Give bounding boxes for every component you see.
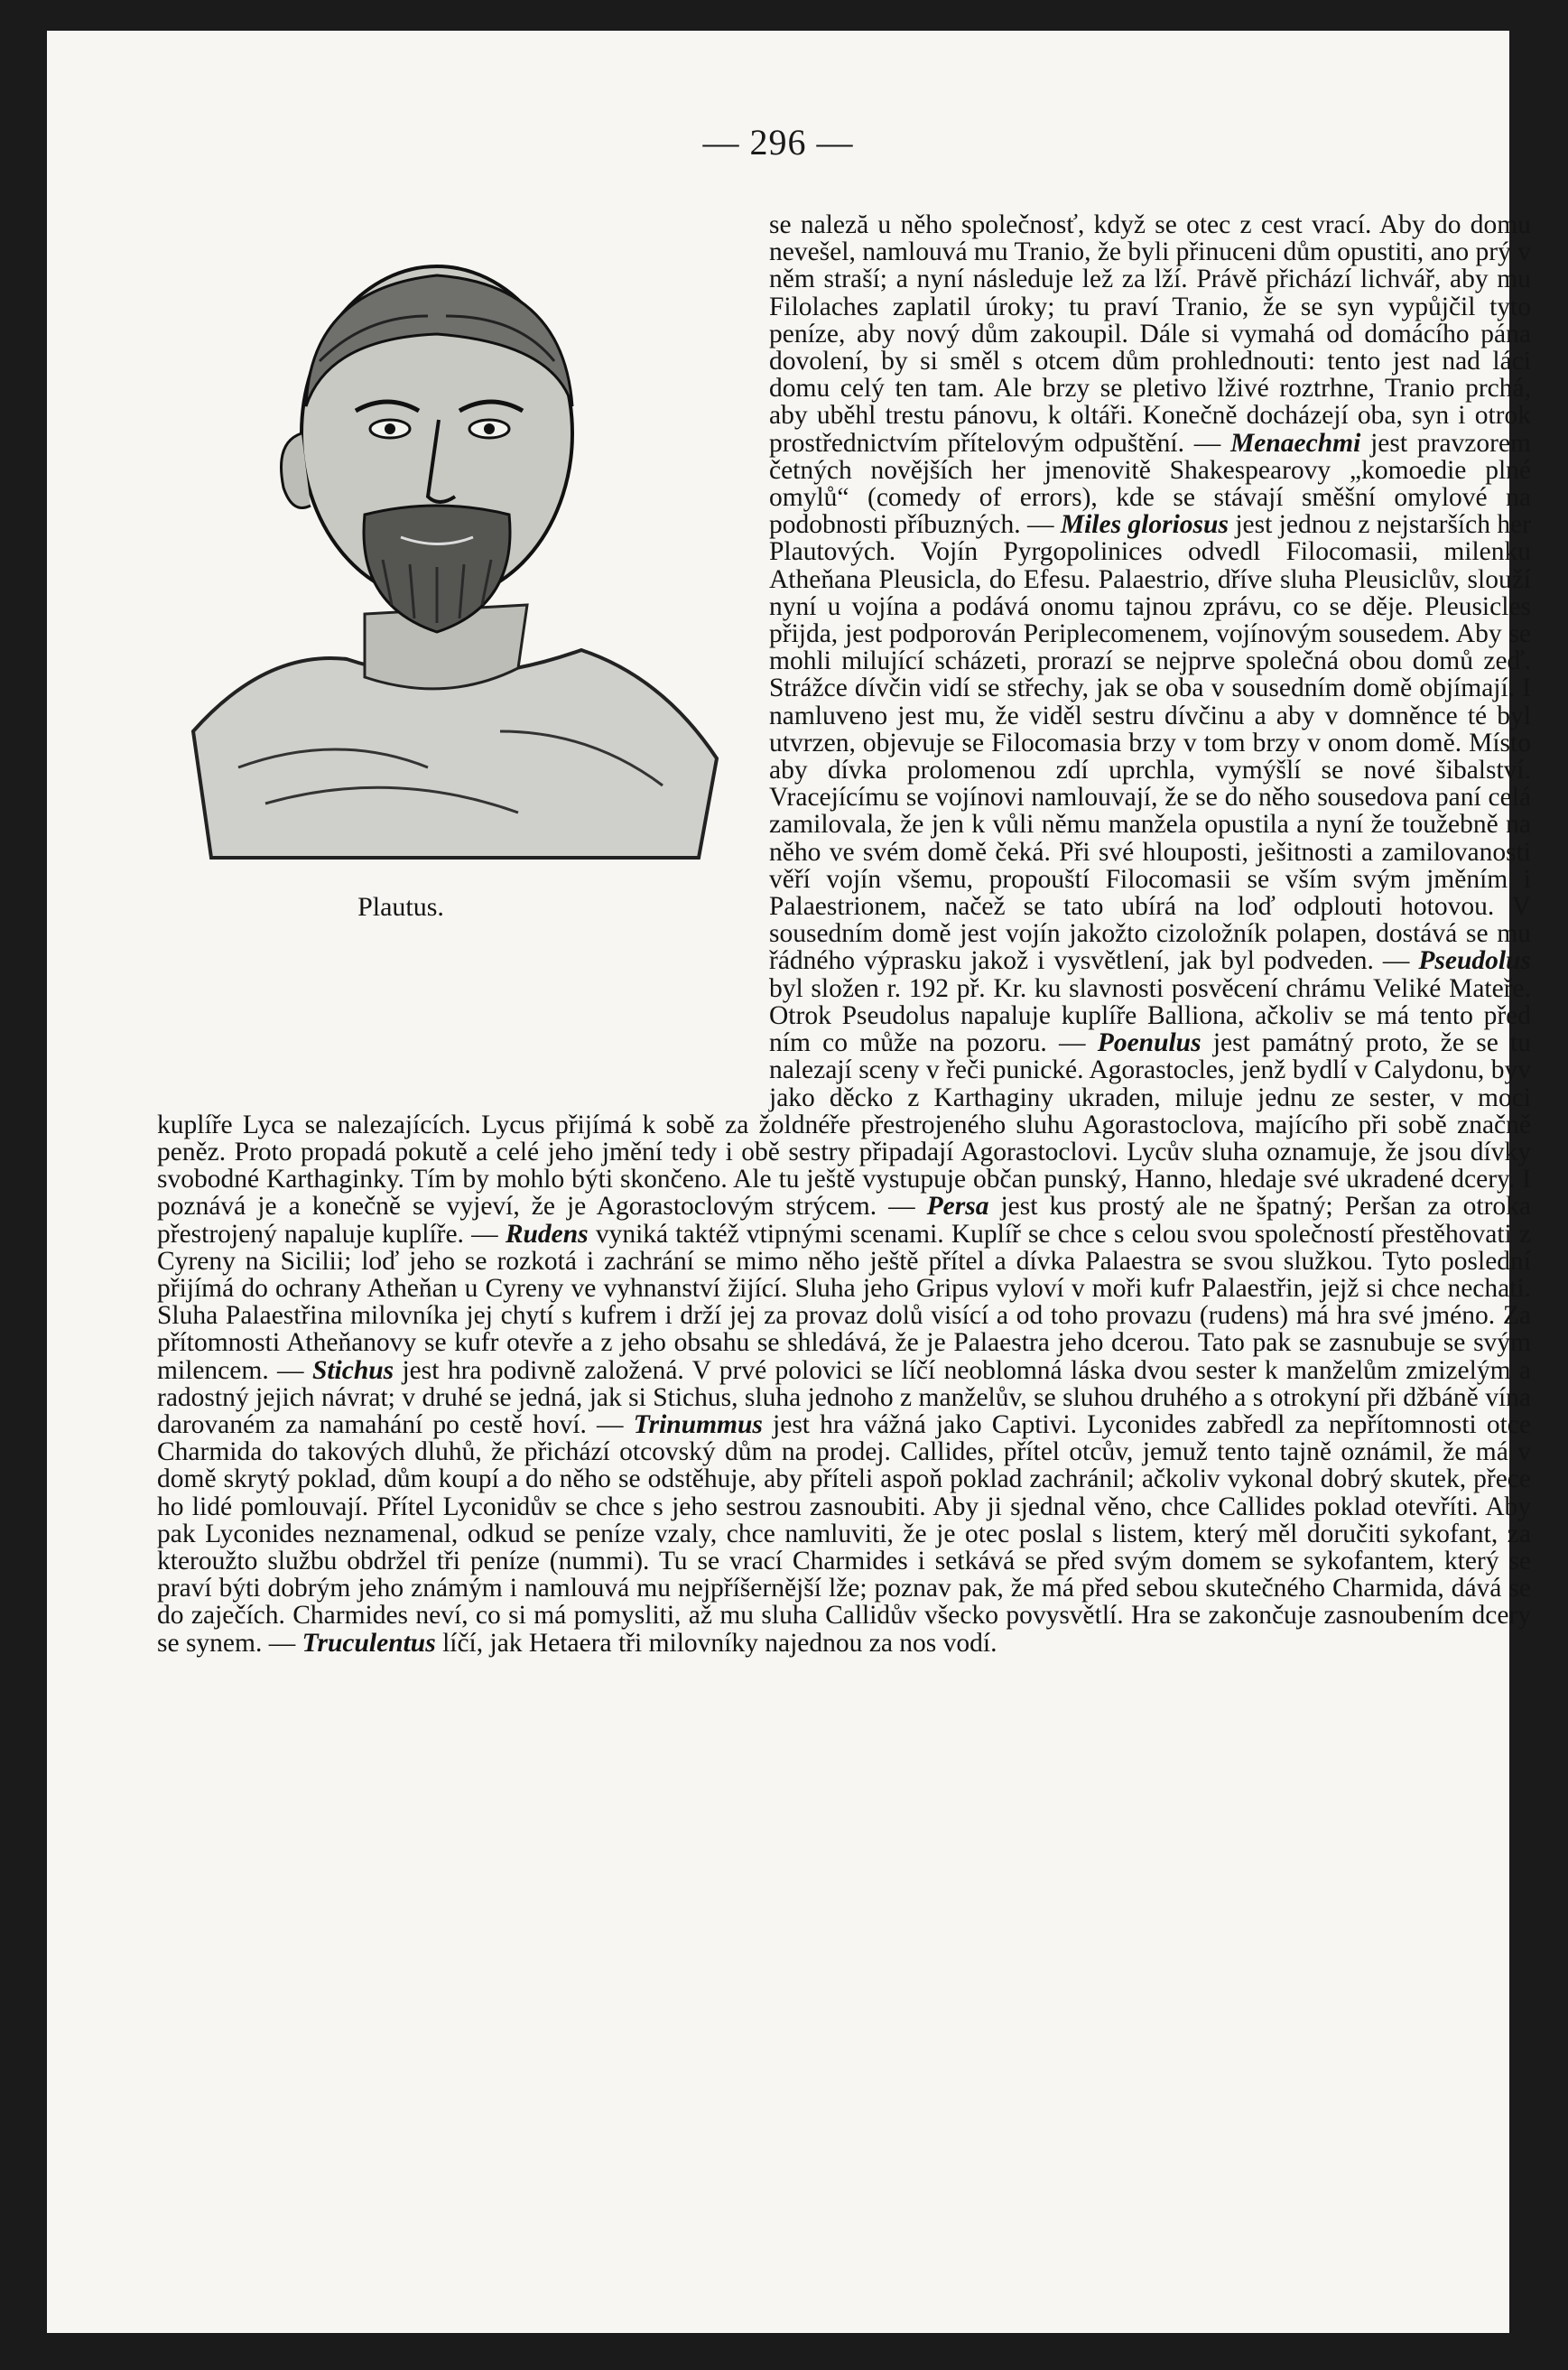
text-segment: jest pravzorem četných novějších her jmenovitě Shakespearovy „komoedie plné omylů“ (comedy of errors), kde se stávají směšní omylové na podobnosti příbuzných. — xyxy=(769,428,1532,540)
title-rudens: Rudens xyxy=(505,1219,589,1249)
figure xyxy=(157,217,744,1111)
title-truculentus: Truculentus xyxy=(302,1628,436,1658)
text-segment: jest jednou z nejstarších her Plautových. Vojín Pyrgopolinices odvedl Filocomasii, milenku Atheňana Pleusicla, do Efesu. Palaestrio, dříve sluha Pleusiclův, slouží nyní u vojína a podává onomu tajnou zprávu, co se děje. Pleusicles přijda, jest podporován Periplecomenem, vojínovým sousedem. Aby se mohli milující scházeti, prorazí se nejprve společná obou domů zeď. Strážce dívčin vidí se střechy, jak se oba v sousedním domě objímají. I namluveno jest mu, že viděl sestru dívčinu a aby v domněnce té byl utvrzen, objevuje se Filocomasia brzy v tom brzy v onom domě. Místo aby dívka prolomenou zdí uprchla, vymýšlí se nové šibalství. Vracejícímu se vojínovi namlouvají, že se do něho sousedova paní celá zamilovala, že jen k vůli němu manžela opustila a nyní že toužebně na něho ve svém domě čeká. Při své hlouposti, ješitnosti a zamilovanosti věří vojín všemu, propouští Filocomasii se vším svým jměním i Palaestrionem, načež se tato ubírá na loď odplouti hotovou. V sousedním domě jest vojín jakožto cizoložník polapen, dostává se mu řádného výprasku jakož i vysvětlení, jak byl podveden. — xyxy=(769,510,1532,976)
plautus-portrait xyxy=(157,226,744,858)
text-segment: jest kus prostý ale ne špatný; Peršan za otroka přestrojený napaluje kuplíře. — xyxy=(157,1192,1532,1249)
title-trinummus: Trinummus xyxy=(633,1409,763,1439)
title-miles-gloriosus: Miles gloriosus xyxy=(1060,510,1229,540)
text-segment: se naleză u něho společnosť, když se otec z cest vrací. Aby do domu nevešel, namlouvá mu Tranio, že byli přinuceni dům opustiti, ano prý v něm straší; a nyní následuje lež za lží. Právě přichází lichvář, aby mu Filolaches zaplatil úroky; tu praví Tranio, že se syn vypůjčil tyto peníze, aby nový dům zakoupil. Dále si vymahá od domácího pána dovolení, by si směl s otcem dům prohlednouti: tento jest nad láci domu celý ten tam. Ale brzy se pletivo lživé roztrhne, Tranio prchá, aby uběhl trestu pánovu, k oltáři. Konečně docházejí oba, syn i otrok prostřednictvím přítelovým odpuštění. — xyxy=(769,210,1531,458)
body-text xyxy=(157,211,1531,1657)
page-number: — 296 — xyxy=(702,122,854,163)
book-page xyxy=(47,31,1532,2333)
text-segment: jest hra podivně založená. V prvé polovici se líčí neoblomná láska dvou sester k manželům zmizelým a radostný jejich návrat; v druhé se jedná, jak si Stichus, sluha jednoho z manželův, se sluhou druhého a s otrokyní při džbáně vína darovaném za namahání po cestě hoví. — xyxy=(157,1355,1531,1439)
title-stichus: Stichus xyxy=(311,1355,394,1385)
title-poenulus: Poenulus xyxy=(1097,1028,1202,1058)
text-segment: byl složen r. 192 př. Kr. ku slavnosti posvěcení chrámu Veliké Mateře. Otrok Pseudolus napaluje kuplíře Balliona, ačkoliv se má tento před ním co může na pozoru. — xyxy=(769,973,1531,1058)
title-persa: Persa xyxy=(926,1192,989,1222)
text-segment: jest památný proto, že se tu nalezají sceny v řeči punické. Agorastocles, jenž bydlí v Calydonu, byv jako děcko z Karthaginy ukraden, miluje jednu ze sester, v moci kuplíře Lyca se nalezajících. Lycus přijímá k sobě za žoldnéře přestrojeného sluhu Agorastoclova, majícího při sobě značně peněz. Proto propadá pokutě a celé jeho jmění tedy i obě sestry připadají Agorastoclovi. Lycův sluha oznamuje, že jsou dívky svobodné Karthaginky. Tím by mohlo býti skončeno. Ale tu ještě vystupuje občan punský, Hanno, hledaje své ukradené dcery. I poznává je a konečně se vyjeví, že je Agorastoclovým strýcem. — xyxy=(157,1028,1531,1222)
title-pseudolus: Pseudolus xyxy=(1418,946,1531,976)
text-segment: vyniká taktéž vtipnými scenami. Kuplíř se chce s celou svou společností přestěhovati z Cyreny na Sicilii; loď jeho se rozkotá i zachrání se mimo něho ještě přítel a dívka Palaestra se svou služkou. Tyto poslední přijímá do ochrany Atheňan u Cyreny ve vyhnanství žijící. Sluha jeho Gripus vyloví v moři kufr Palaestřin, jejž si chce nechati. Sluha Palaestřina milovníka jej chytí s kufrem i drží jej za provaz dolů visící a od toho provazu (rudens) má hra své jméno. Za přítomnosti Atheňanovy se kufr otevře a z jeho obsahu se shledává, že je Palaestra jeho dcerou. Tato pak se zasnubuje se svým milencem. — xyxy=(157,1219,1531,1385)
figure-caption: Plautus. xyxy=(357,892,444,922)
title-menaechmi: Menaechmi xyxy=(1230,428,1361,458)
text-segment: jest hra vážná jako Captivi. Lyconides zabředl za nepřítomnosti otce Charmida do takových dluhů, že přichází otcovský dům na prodej. Callides, přítel otcův, jemuž tento tajně oznámil, že má v domě skrytý poklad, dům koupí a do něho se odstěhuje, aby příteli aspoň poklad zachránil; ačkoliv vykonal dobrý skutek, přece ho lidé pomlouvají. Přítel Lyconidův se chce s jeho sestrou zasnoubiti. Aby ji sjednal věno, chce Callides poklad otevříti. Aby pak Lyconides neznamenal, odkud se peníze vzaly, chce namluviti, že je otec poslal s listem, který měl doručiti sykofant, za kteroužto službu obdržel tři peníze (nummi). Tu se vrací Charmides i setkává se před svým domem se sykofantem, který se praví býti dobrým jeho známým i namlouvá mu nejpříšernější lže; poznav pak, že má před sebou skutečného Charmida, dává se do zaječích. Charmides neví, co si má pomysliti, až mu sluha Callidův všecko povysvětlí. Hra se zakončuje zasnoubením dcery se synem. — xyxy=(157,1409,1531,1658)
text-segment: líčí, jak Hetaera tři milovníky najednou za nos vodí. xyxy=(435,1628,997,1658)
